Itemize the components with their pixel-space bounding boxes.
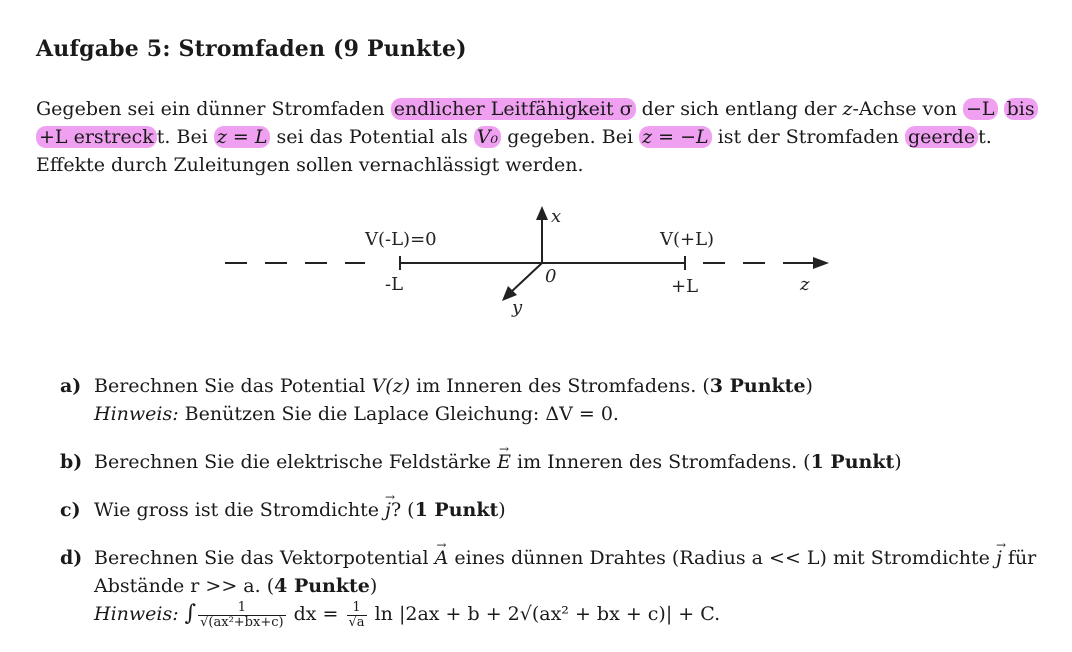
task-c-text-post: ? ( <box>390 499 415 521</box>
task-c-text <box>94 496 1050 524</box>
task-c-vector-j: → j <box>385 496 391 524</box>
hint-fraction-2-denominator: √a <box>348 614 365 630</box>
task-b-close: ) <box>894 451 902 473</box>
hint-fraction-1 <box>198 601 285 630</box>
task-d <box>60 544 1050 630</box>
intro-text-9: t. Effekte durch Zuleitungen sollen vernachlässigt werden. <box>36 126 992 176</box>
intro-text-7: gegeben. Bei <box>501 126 640 148</box>
task-a-hint-label: Hinweis: <box>94 403 179 425</box>
label-minus-L: -L <box>385 274 404 295</box>
label-left-potential: V(-L)=0 <box>365 229 437 250</box>
highlight-V0: V₀ <box>474 126 501 148</box>
task-b-text-post: im Inneren des Stromfadens. ( <box>510 451 811 473</box>
label-z-axis: z <box>800 274 810 295</box>
intro-text-1: Gegeben sei ein dünner Stromfaden <box>36 98 391 120</box>
task-d-vector-A: → A <box>435 544 449 572</box>
highlight-minus-L: −L <box>963 98 998 120</box>
task-d-label: d) <box>60 547 83 569</box>
task-c <box>60 496 1050 524</box>
task-c-close: ) <box>498 499 506 521</box>
label-origin: 0 <box>545 266 557 287</box>
task-d-text-post: für Abstände r >> a. ( <box>94 547 1037 597</box>
task-d-text-pre: Berechnen Sie das Vektorpotential <box>94 547 435 569</box>
hint-fraction-1-numerator: 1 <box>198 601 285 616</box>
hint-result: ln |2ax + b + 2√(ax² + bx + c)| + C. <box>368 603 721 625</box>
task-b-label: b) <box>60 451 83 473</box>
intro-text-6: sei das Potential als <box>270 126 474 148</box>
highlight-plus-L: bis +L erstreck <box>36 98 1038 148</box>
highlight-z-eq-minus-L: z = −L <box>639 126 712 148</box>
task-b <box>60 448 1050 476</box>
intro-text-4 <box>998 98 1004 120</box>
task-d-hint <box>94 600 1050 630</box>
task-d-hint-label: Hinweis: <box>94 603 179 625</box>
z-axis-arrowhead <box>813 257 829 269</box>
label-right-potential: V(+L) <box>660 229 715 250</box>
x-axis-arrowhead <box>536 206 548 220</box>
task-a-close: ) <box>805 375 813 397</box>
highlight-conductivity: endlicher Leitfähigkeit σ <box>391 98 636 120</box>
hint-fraction-1-denominator: √(ax²+bx+c) <box>200 614 284 630</box>
task-d-vector-j: → j <box>996 544 1002 572</box>
exercise-title: Aufgabe 5: Stromfaden (9 Punkte) <box>36 36 467 62</box>
hint-fraction-2 <box>347 601 367 630</box>
task-b-text-pre: Berechnen Sie die elektrische Feldstärke <box>94 451 498 473</box>
task-b-vector-E: → E <box>497 448 511 476</box>
intro-text-5: t. Bei <box>156 126 214 148</box>
highlight-geerdet: geerde <box>905 126 978 148</box>
task-a-points: 3 Punkte <box>709 375 806 397</box>
task-c-text-pre: Wie gross ist die Stromdichte <box>94 499 386 521</box>
task-a-hint <box>94 400 1050 428</box>
label-y-axis: y <box>512 297 523 318</box>
wire-diagram-svg <box>215 200 855 330</box>
task-d-points: 4 Punkte <box>274 575 370 597</box>
y-axis-line <box>510 263 542 293</box>
label-x-axis: x <box>551 206 562 227</box>
intro-text-2: der sich entlang der <box>635 98 843 120</box>
task-a <box>60 372 1050 428</box>
task-d-text-mid: eines dünnen Drahtes (Radius a << L) mit Stromdichte <box>448 547 996 569</box>
intro-z-symbol: z <box>842 98 853 120</box>
integral-symbol: ∫ <box>184 601 197 626</box>
intro-text-3: -Achse von <box>852 98 963 120</box>
task-d-text <box>94 544 1050 600</box>
hint-dx: dx = <box>287 603 345 625</box>
highlight-z-eq-L: z = L <box>214 126 271 148</box>
task-a-hint-text: Benützen Sie die Laplace Gleichung: ΔV = 0. <box>178 403 619 425</box>
task-b-text <box>94 448 1050 476</box>
task-c-points: 1 Punkt <box>414 499 499 521</box>
task-d-close: ) <box>369 575 378 597</box>
task-c-label: c) <box>60 499 81 521</box>
intro-paragraph <box>36 95 1036 179</box>
task-a-text-pre: Berechnen Sie das Potential <box>94 375 372 397</box>
task-b-points: 1 Punkt <box>810 451 895 473</box>
intro-text-8: ist der Stromfaden <box>711 126 905 148</box>
task-a-text <box>94 372 1050 400</box>
label-plus-L: +L <box>671 276 699 297</box>
task-a-text-post: im Inneren des Stromfadens. ( <box>410 375 710 397</box>
task-a-math: V(z) <box>371 375 411 397</box>
task-a-label: a) <box>60 375 82 397</box>
hint-fraction-2-numerator: 1 <box>347 601 367 616</box>
wire-diagram <box>215 200 855 330</box>
task-list <box>60 372 1050 650</box>
